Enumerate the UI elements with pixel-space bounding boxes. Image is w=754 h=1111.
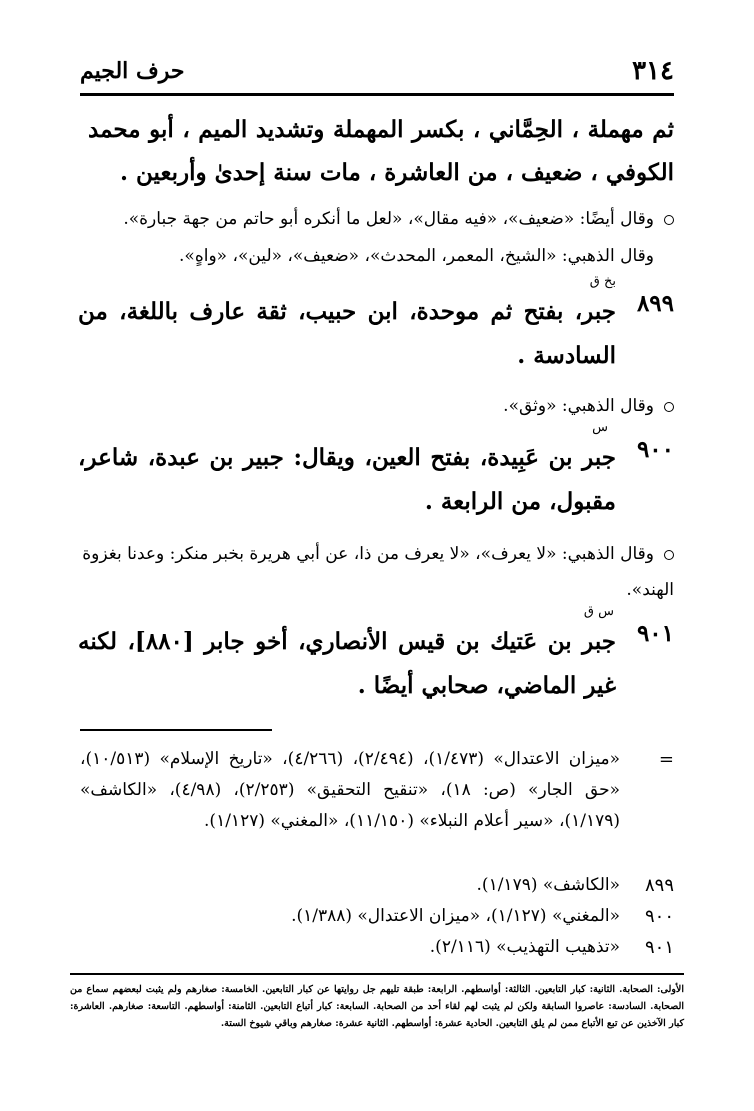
entry-text: جبر بن عَتيك بن قيس الأنصاري، أخو جابر [٨٨٠]، لكنه غير الماضي، صحابي أيضًا . [78,628,617,699]
footnote-text: «ميزان الاعتدال» (١/٤٧٣)، (٢/٤٩٤)، (٤/٢٦٦)، «تاريخ الإسلام» (١٠/٥١٣)، «حق الجار» (ص: ١٨)، «تنقيح التحقيق» (٢/٢٥٣)، (٤/٩٨)، «الكاشف» (١/١٧٩)، «سير أعلام النبلاء» (١١/١٥٠)، «المغني» (١/١٢٧). [80,749,621,831]
legend-separator [70,973,684,975]
entry-900-note [80,536,674,608]
intro-note-1 [80,203,674,235]
intro-note-2: وقال الذهبي: «الشيخ، المعمر، المحدث»، «ضعيف»، «لين»، «واهٍ». [179,246,654,266]
header-rule [80,93,674,96]
entry-text: جبر بن عَبِيدة، بفتح العين، ويقال: جبير بن عبدة، شاعر، مقبول، من الرابعة . [78,444,616,515]
entry-901 [78,604,674,708]
bullet-circle-icon [664,215,674,225]
page-number: ٣١٤ [632,56,674,86]
footnote-continuation [0,744,754,868]
footnote-separator [80,729,272,731]
footnote-mark: ٩٠١ [644,937,674,958]
running-title: حرف الجيم [80,58,185,84]
intro-continuation: ثم مهملة ، الحِمَّاني ، بكسر المهملة وتشديد الميم ، أبو محمد الكوفي ، ضعيف ، من العاشرة ، مات سنة إحدىٰ وأربعين . [88,116,674,186]
tabaqat-legend: الأولى: الصحابة. الثانية: كبار التابعين. الثالثة: أواسطهم. الرابعة: طبقة تليهم جل روايتها عن كبار التابعين. الخامسة: صغارهم ولم يثبت لبعضهم سماع من الصحابة. السادسة: عاصروا السابقة ولكن لم يثبت لهم لقاء أحد من الصحابة. السابعة: كبار أتباع التابعين. الثامنة: أواسطهم. التاسعة: صغارهم. العاشرة: كبار الآخذين عن تبع الأتباع ممن لم يلق التابعين. الحادية عشرة: أواسطهم. الثانية عشرة: صغارهم وباقي شيوخ الستة. [70,984,684,1029]
bullet-circle-icon [664,550,674,560]
entry-text: جبر، بفتح ثم موحدة، ابن حبيب، ثقة عارف باللغة، من السادسة . [78,298,616,369]
bullet-circle-icon [664,402,674,412]
footnote-text: «تذهيب التهذيب» (٢/١١٦). [429,937,620,957]
entry-number: ٩٠٠ [636,436,674,463]
footnote-899 [0,870,754,901]
footnote-901 [0,932,754,963]
note-text: وقال الذهبي: «لا يعرف»، «لا يعرف من ذا، عن أبي هريرة بخبر منكر: وعدنا بغزوة الهند». [82,544,674,600]
footnote-mark: ٩٠٠ [644,906,674,927]
note-text: وقال أيضًا: «ضعيف»، «فيه مقال»، «لعل ما أنكره أبو حاتم من جهة جبارة». [123,209,654,229]
entry-899-note [80,390,674,422]
note-text: وقال الذهبي: «وثق». [503,396,654,416]
footnote-mark: ٨٩٩ [644,875,674,896]
entry-number: ٨٩٩ [636,290,674,317]
footnote-text: «المغني» (١/١٢٧)، «ميزان الاعتدال» (١/٣٨٨). [291,906,620,926]
entry-sigla: س ق [583,604,614,619]
entry-sigla: بخ ق [589,274,616,289]
entry-sigla: س [592,420,608,435]
footnote-900 [0,901,754,932]
entry-number: ٩٠١ [636,620,674,647]
page-header [80,50,674,96]
footnote-mark: = [658,749,674,770]
entry-899 [78,274,674,378]
entry-900 [78,420,674,524]
footnote-text: «الكاشف» (١/١٧٩). [476,875,620,895]
